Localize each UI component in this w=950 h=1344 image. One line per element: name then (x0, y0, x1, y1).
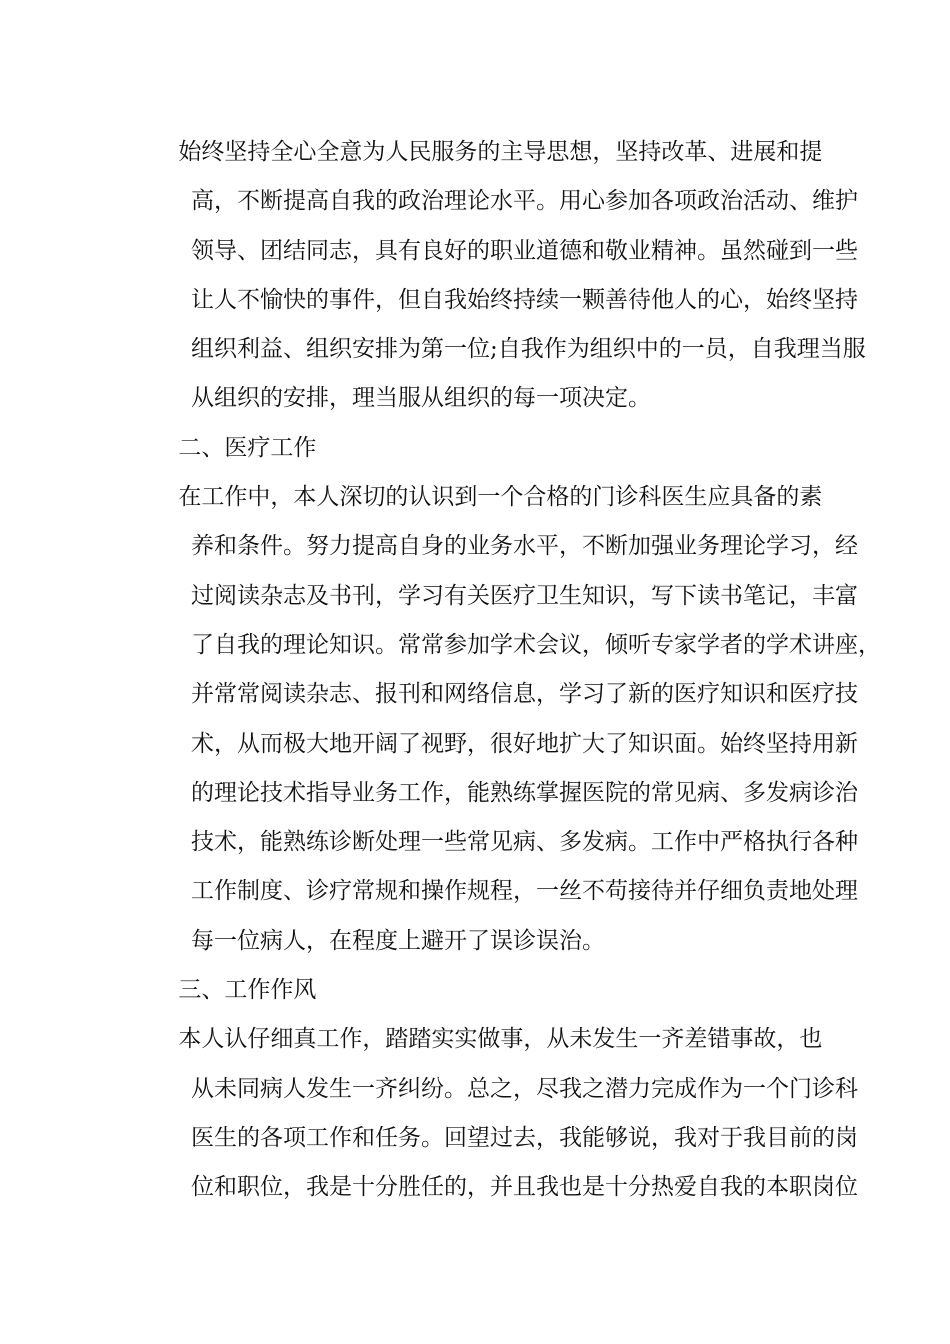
text-line: 术，从而极大地开阔了视野，很好地扩大了知识面。始终坚持用新 (191, 730, 858, 757)
document-body (145, 128, 881, 1213)
text-line: 从组织的安排，理当服从组织的每一项决定。 (191, 385, 651, 412)
text-line: 本人认仔细真工作，踏踏实实做事，从未发生一齐差错事故，也 (178, 1026, 823, 1053)
heading-text: 二、医疗工作 (178, 434, 317, 461)
text-line: 过阅读杂志及书刊，学习有关医疗卫生知识，写下读书笔记，丰富 (191, 582, 858, 609)
text-line: 组织利益、组织安排为第一位;自我作为组织中的一员，自我理当服 (191, 336, 866, 363)
text-line: 每一位病人，在程度上避开了误诊误治。 (191, 927, 605, 954)
text-line: 从未同病人发生一齐纠纷。总之，尽我之潜力完成作为一个门诊科 (191, 1075, 858, 1102)
paragraph-medical-work (145, 473, 881, 966)
text-line: 工作制度、诊疗常规和操作规程，一丝不苟接待并仔细负责地处理 (191, 878, 858, 905)
text-line: 的理论技术指导业务工作，能熟练掌握医院的常见病、多发病诊治 (191, 779, 858, 806)
text-line: 了自我的理论知识。常常参加学术会议，倾听专家学者的学术讲座， (191, 631, 881, 658)
section-heading-medical-work (145, 424, 807, 473)
text-line: 技术，能熟练诊断处理一些常见病、多发病。工作中严格执行各种 (191, 829, 858, 856)
text-line: 养和条件。努力提高自身的业务水平，不断加强业务理论学习，经 (191, 533, 858, 560)
section-heading-work-style (145, 966, 807, 1015)
text-line: 位和职位，我是十分胜任的，并且我也是十分热爱自我的本职岗位 (191, 1174, 858, 1201)
text-line: 在工作中，本人深切的认识到一个合格的门诊科医生应具备的素 (178, 484, 823, 511)
paragraph-political (145, 128, 866, 424)
heading-text: 三、工作作风 (178, 977, 317, 1004)
text-line: 让人不愉快的事件，但自我始终持续一颗善待他人的心，始终坚持 (191, 286, 858, 313)
text-line: 领导、团结同志，具有良好的职业道德和敬业精神。虽然碰到一些 (191, 237, 858, 264)
text-line: 并常常阅读杂志、报刊和网络信息，学习了新的医疗知识和医疗技 (191, 681, 858, 708)
text-line: 医生的各项工作和任务。回望过去，我能够说，我对于我目前的岗 (191, 1124, 858, 1151)
text-line: 高，不断提高自我的政治理论水平。用心参加各项政治活动、维护 (191, 188, 858, 215)
paragraph-work-style (145, 1015, 858, 1212)
text-line: 始终坚持全心全意为人民服务的主导思想，坚持改革、进展和提 (178, 139, 823, 165)
